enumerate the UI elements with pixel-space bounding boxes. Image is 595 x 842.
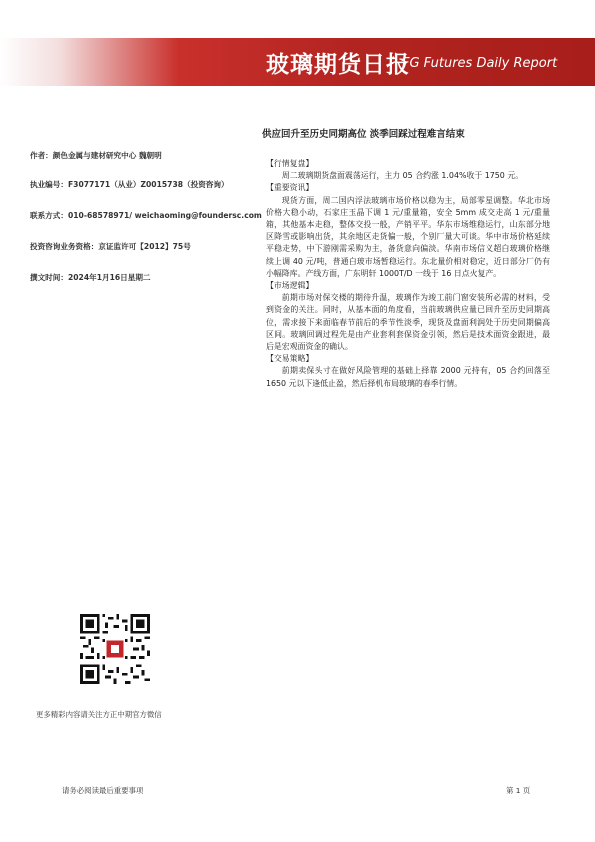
license-line: 执业编号：F3077171（从业）Z0015738（投资咨询） <box>30 180 229 189</box>
contact-line: 联系方式：010-68578971/ weichaoming@foundersc.com <box>30 211 262 220</box>
wechat-qr-code <box>80 614 150 684</box>
author-line: 作者：颜色金属与建材研究中心 魏朝明 <box>30 151 162 160</box>
qr-caption: 更多精彩内容请关注方正中期官方微信 <box>36 710 162 719</box>
report-body <box>266 158 550 390</box>
report-title: 供应回升至历史同期高位 淡季回踩过程难言结束 <box>262 129 465 140</box>
page-number: 第 1 页 <box>506 786 531 795</box>
section-paragraph-logic: 前期市场对保交楼的期待升温，玻璃作为竣工前门窗安装所必需的材料，受到资金的关注。同时，从基本面的角度看，当前玻璃供应量已回升至历史同期高位，需求接下来面临春节前后的季节性淡季，现货及盘面利润处于历史同期偏高区间。玻璃回调过程先是由产业套利套保资金引领，然后是技术面资金跟进，最后是宏观面资金的确认。 <box>266 293 550 352</box>
qualification-line: 投资咨询业务资格：京证监许可【2012】75号 <box>30 242 191 251</box>
section-heading-logic: 【市场逻辑】 <box>266 281 314 291</box>
section-paragraph-review: 周二玻璃期货盘面震荡运行，主力 05 合约涨 1.04%收于 1750 元。 <box>281 171 524 181</box>
footer-disclaimer-note: 请务必阅读最后重要事项 <box>62 786 144 795</box>
section-paragraph-strategy: 前期卖保头寸在做好风险管理的基础上择靠 2000 元持有，05 合约回落至 1650 元以下逢低止盈，然后择机布局玻璃的春季行情。 <box>266 366 550 388</box>
section-paragraph-news: 现货方面，周二国内浮法玻璃市场价格以稳为主，局部零星调整。华北市场价格大稳小动，石家庄玉晶下调 1 元/重量箱，安全 5mm 成交走高 1 元/重量箱，其他基本走稳，整体交投一般，产销平平。华东市场维稳运行，山东部分地区降雪或影响出货，其余地区走货偏一般，个别厂量大可谈。华中市场价格延续平稳走势，中下游刚需采购为主，备货意向偏淡。华南市场信义超白玻璃价格继续上调 40 元/吨，普通白玻市场暂稳运行。东北量价相对稳定，近日部分厂仍有小幅降库。产线方面，广东明轩 1000T/D 一线于 16 日点火复产。 <box>266 195 550 278</box>
section-heading-review: 【行情复盘】 <box>266 159 314 168</box>
section-heading-news: 【重要资讯】 <box>266 183 314 193</box>
report-series-subtitle: FG Futures Daily Report <box>402 56 558 71</box>
report-series-title: 玻璃期货日报 <box>266 51 410 78</box>
section-heading-strategy: 【交易策略】 <box>266 354 314 364</box>
date-line: 撰文时间：2024年1月16日星期二 <box>30 273 151 282</box>
header-banner <box>0 38 595 86</box>
